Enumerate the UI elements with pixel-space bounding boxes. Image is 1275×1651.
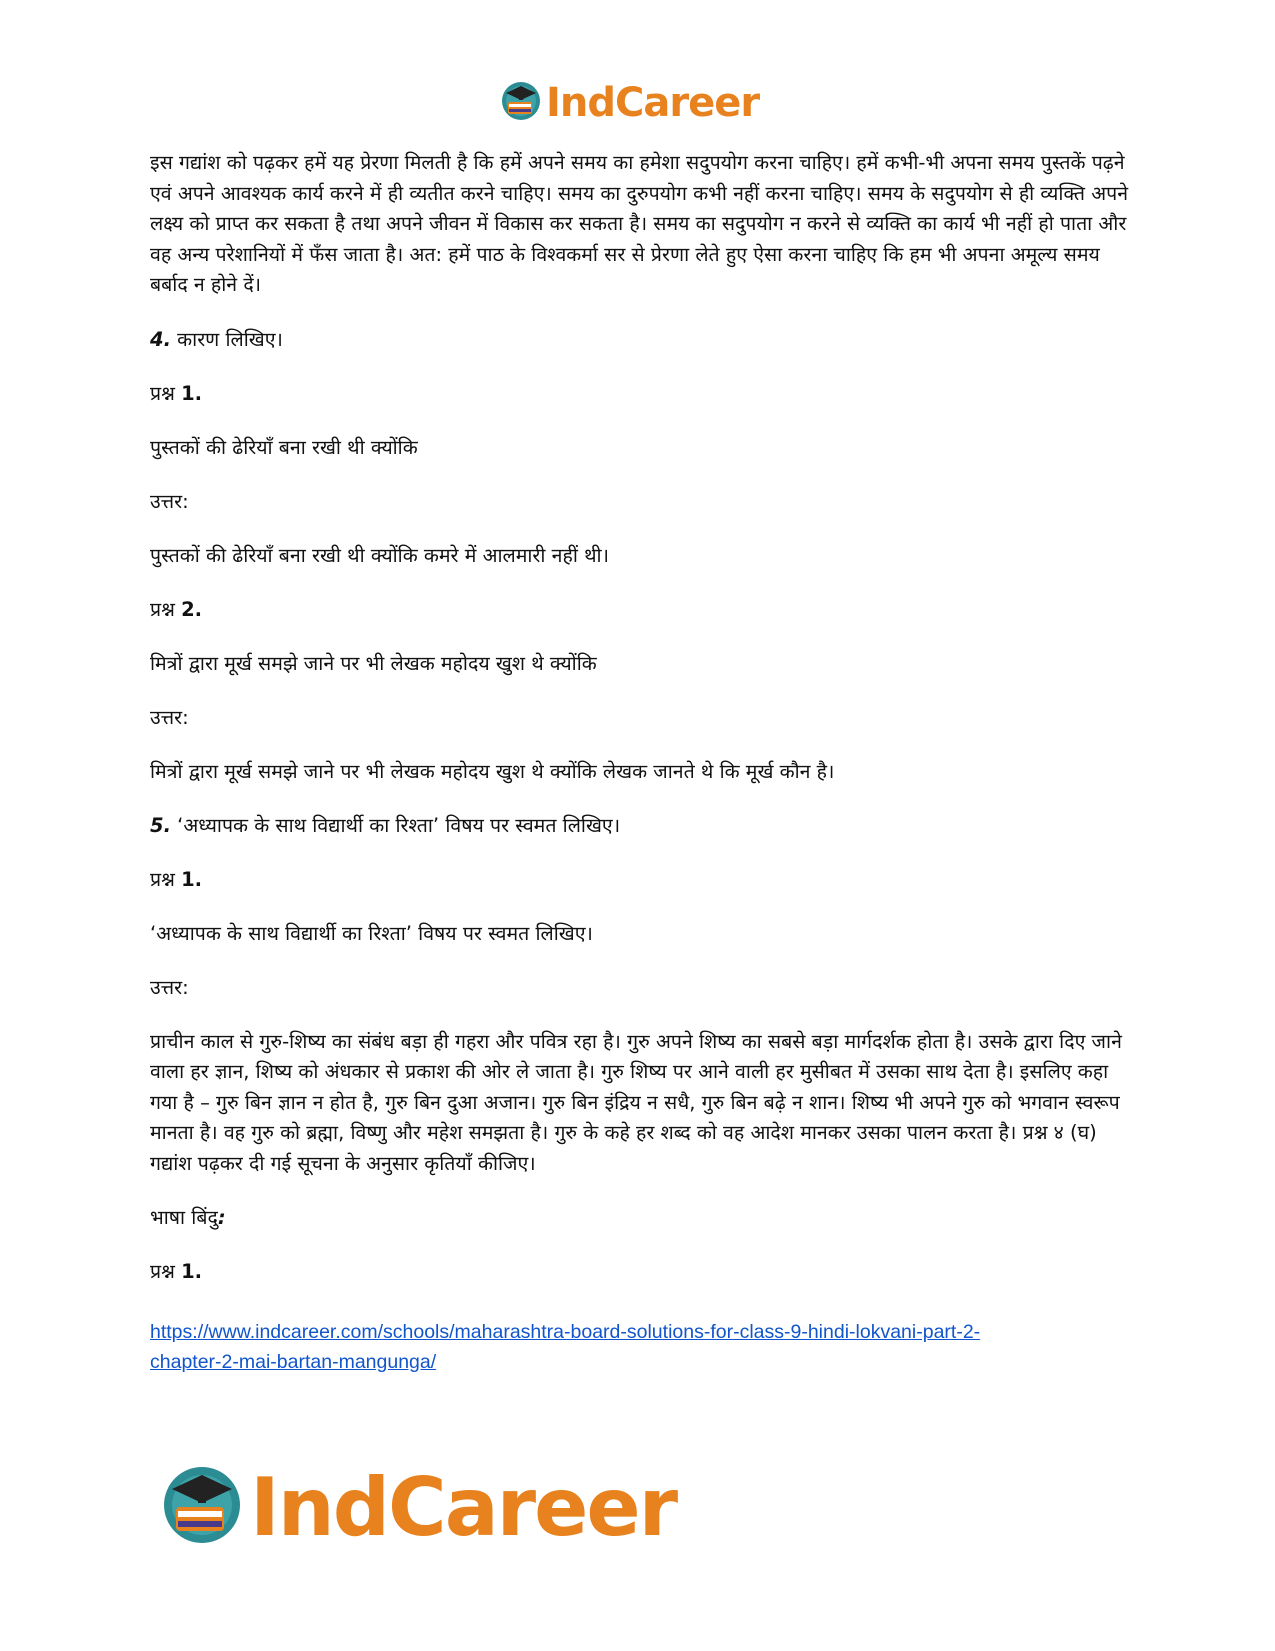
question-label: प्रश्न 2. [150,597,203,621]
question-text: मित्रों द्वारा मूर्ख समझे जाने पर भी लेखक महोदय खुश थे क्योंकि [150,651,597,675]
answer-text: पुस्तकों की ढेरियाँ बना रखी थी क्योंकि कमरे में आलमारी नहीं थी। [150,543,609,567]
main-content [150,148,1130,1377]
answer-text: मित्रों द्वारा मूर्ख समझे जाने पर भी लेखक महोदय खुश थे क्योंकि लेखक जानते थे कि मूर्ख कौन है। [150,759,835,783]
answer-label: उत्तर: [150,489,189,513]
source-url-link[interactable] [150,1317,1130,1377]
section-5-number: 5. [150,813,171,837]
intro-paragraph: इस गद्यांश को पढ़कर हमें यह प्रेरणा मिलती है कि हमें अपने समय का हमेशा सदुपयोग करना चाहिए। हमें कभी-भी अपना समय पुस्तकें पढ़ने एवं अपने आवश्यक कार्य करने में ही व्यतीत करने चाहिए। समय का दुरुपयोग कभी नहीं करना चाहिए। समय के सदुपयोग से ही व्यक्ति अपने लक्ष्य को प्राप्त कर सकता है तथा अपने जीवन में विकास कर सकता है। समय का सदुपयोग न करने से व्यक्ति का कार्य भी नहीं हो पाता और वह अन्य परेशानियों में फँस जाता है। अत: हमें पाठ के विश्वकर्मा सर से प्रेरणा लेते हुए ऐसा करना चाहिए कि हम भी अपना अमूल्य समय बर्बाद न होने दें। [150,151,1129,296]
graduation-cap-book-icon [500,80,542,127]
section-4-heading [150,325,1130,355]
source-url-line-1: https://www.indcareer.com/schools/maharashtra-board-solutions-for-class-9-hindi-lokvani-part-2- [150,1321,981,1343]
question-label: प्रश्न 1. [150,1260,203,1283]
question-label: प्रश्न 1. [150,381,203,405]
header-logo [500,80,759,126]
footer-logo [160,1462,676,1552]
graduation-cap-book-icon [160,1463,244,1552]
bhasha-bindu-heading: भाषा बिंदु: [150,1206,226,1229]
question-text: ‘अध्यापक के साथ विद्यार्थी का रिश्ता’ विषय पर स्वमत लिखिए। [150,921,593,945]
logo-wordmark: IndCareer [250,1460,677,1554]
source-url-line-2: chapter-2-mai-bartan-mangunga/ [150,1351,437,1373]
section-4-number: 4. [150,327,171,351]
question-label: प्रश्न 1. [150,867,203,891]
question-text: पुस्तकों की ढेरियाँ बना रखी थी क्योंकि [150,435,418,459]
logo-wordmark: IndCareer [546,80,760,126]
answer-paragraph: प्राचीन काल से गुरु-शिष्य का संबंध बड़ा ही गहरा और पवित्र रहा है। गुरु अपने शिष्य का सबसे बड़ा मार्गदर्शक होता है। उसके द्वारा दिए जाने वाला हर ज्ञान, शिष्य को अंधकार से प्रकाश की ओर ले जाता है। गुरु शिष्य पर आने वाली हर मुसीबत में उसका साथ देता है। इसलिए कहा गया है – गुरु बिन ज्ञान न होत है, गुरु बिन दुआ अजान। गुरु बिन इंद्रिय न सधै, गुरु बिन बढ़े न शान। शिष्य भी अपने गुरु को भगवान स्वरूप मानता है। वह गुरु को ब्रह्मा, विष्णु और महेश समझता है। गुरु के कहे हर शब्द को वह आदेश मानकर उसका पालन करता है। प्रश्न ४ (घ) गद्यांश पढ़कर दी गई सूचना के अनुसार कृतियाँ कीजिए। [150,1029,1122,1175]
answer-label: उत्तर: [150,975,189,999]
section-5-heading [150,811,1130,841]
section-5-title: ‘अध्यापक के साथ विद्यार्थी का रिश्ता’ विषय पर स्वमत लिखिए। [170,813,621,837]
answer-label: उत्तर: [150,705,189,729]
section-4-title: कारण लिखिए। [170,327,283,351]
